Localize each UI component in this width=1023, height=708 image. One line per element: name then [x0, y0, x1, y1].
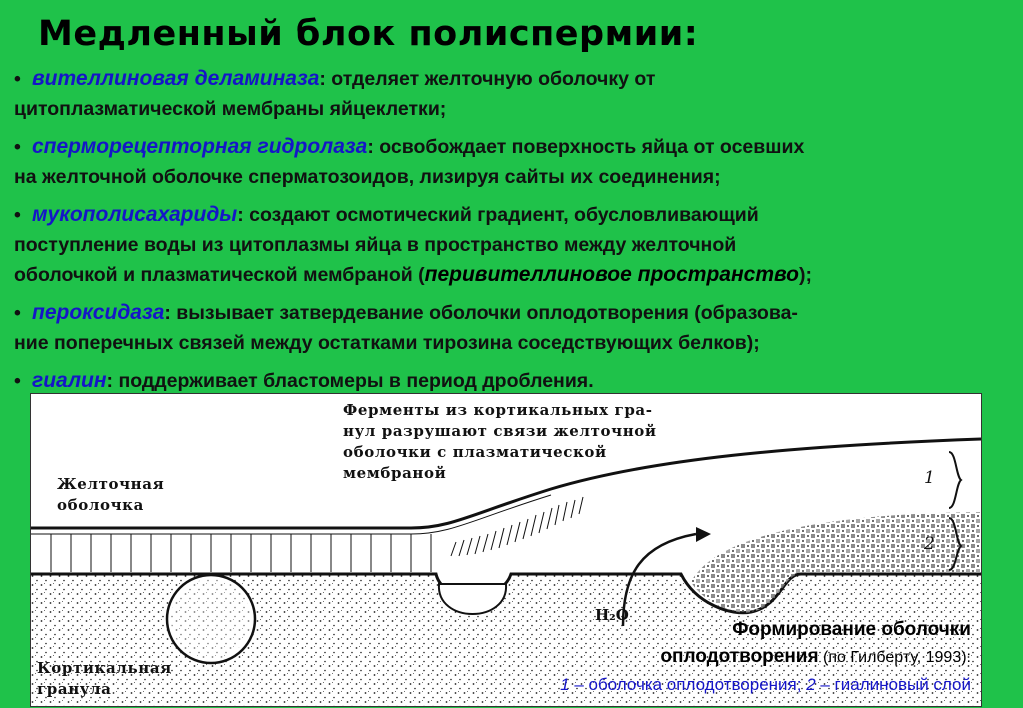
figure-caption: [560, 616, 971, 698]
legend-number-2: 2: [806, 675, 816, 694]
list-item: [14, 298, 1014, 358]
vitelline-envelope-label: [57, 474, 164, 516]
item-text: поступление воды из цитоплазмы яйца в пространство между желточной: [14, 234, 737, 256]
item-text: вызывает затвердевание оболочки оплодотворения (образова-: [170, 302, 798, 324]
bullet-dot: •: [14, 68, 21, 90]
caption-line-1: Формирование оболочки: [732, 619, 971, 640]
cortical-granule-label: [37, 658, 172, 700]
term-hydrolase: сперморецепторная гидролаза: [32, 135, 368, 158]
term-mucopolysaccharides: мукополисахариды: [32, 203, 238, 226]
separator: :: [106, 370, 114, 392]
caption-main: оплодотворения: [660, 646, 819, 667]
list-item: [14, 64, 1014, 124]
list-item: [14, 200, 1014, 290]
term-deaminase: вителлиновая деламиназа: [32, 67, 320, 90]
envelope-ticks: [51, 534, 431, 572]
bullet-dot: •: [14, 204, 21, 226]
item-text: на желточной оболочке сперматозоидов, лизируя сайты их соединения;: [14, 166, 721, 188]
legend-text-1: – оболочка оплодотворения;: [569, 675, 807, 694]
label-number-2: 2: [924, 534, 935, 554]
list-item: [14, 366, 1014, 396]
water-label: H₂O: [595, 606, 629, 624]
separator: :: [367, 136, 374, 158]
page-title: Медленный блок полиспермии:: [38, 14, 699, 54]
caption-line-2: [560, 643, 971, 671]
list-item: [14, 132, 1014, 192]
item-text: оболочкой и плазматической мембраной (: [14, 264, 425, 286]
item-text: цитоплазматической мембраны яйцеклетки;: [14, 98, 447, 120]
legend-number-1: 1: [560, 675, 570, 694]
separator: :: [319, 68, 326, 90]
item-text: поддерживает бластомеры в период дробления.: [113, 370, 594, 392]
label-line: гранула: [37, 680, 112, 698]
item-text: );: [798, 264, 812, 286]
arrow-head: [696, 527, 711, 542]
caption-legend: [560, 671, 971, 698]
legend-text-2: – гиалиновый слой: [815, 675, 971, 694]
caption-reference: (по Гилберту, 1993):: [818, 649, 971, 666]
separator: :: [237, 204, 244, 226]
item-text: отделяет желточную оболочку от: [325, 68, 656, 90]
bullet-dot: •: [14, 370, 21, 392]
label-line: Желточная: [57, 475, 165, 493]
label-line: Ферменты из кортикальных гра-: [343, 401, 653, 419]
enzymes-label: [343, 400, 657, 484]
item-text: ние поперечных связей между остатками тирозина соседствующих белков);: [14, 332, 760, 354]
term-hyalin: гиалин: [32, 369, 107, 392]
label-line: оболочка: [57, 496, 144, 514]
bullet-dot: •: [14, 302, 21, 324]
item-text: создают осмотический градиент, обусловливающий: [243, 204, 759, 226]
label-line: Кортикальная: [37, 659, 172, 677]
label-number-1: 1: [924, 468, 935, 488]
label-line: оболочки с плазматической: [343, 443, 607, 461]
bullet-list: [14, 64, 1014, 404]
term-peroxidase: пероксидаза: [32, 301, 165, 324]
term-perivitelline-space: перивителлиновое пространство: [424, 263, 799, 286]
brace-1: [949, 452, 961, 508]
label-line: нул разрушают связи желточной: [343, 422, 657, 440]
separator: :: [164, 302, 171, 324]
cortical-granule-inner: [171, 579, 251, 659]
label-line: мембраной: [343, 464, 447, 482]
bullet-dot: •: [14, 136, 21, 158]
item-text: освобождает поверхность яйца от осевших: [373, 136, 805, 158]
